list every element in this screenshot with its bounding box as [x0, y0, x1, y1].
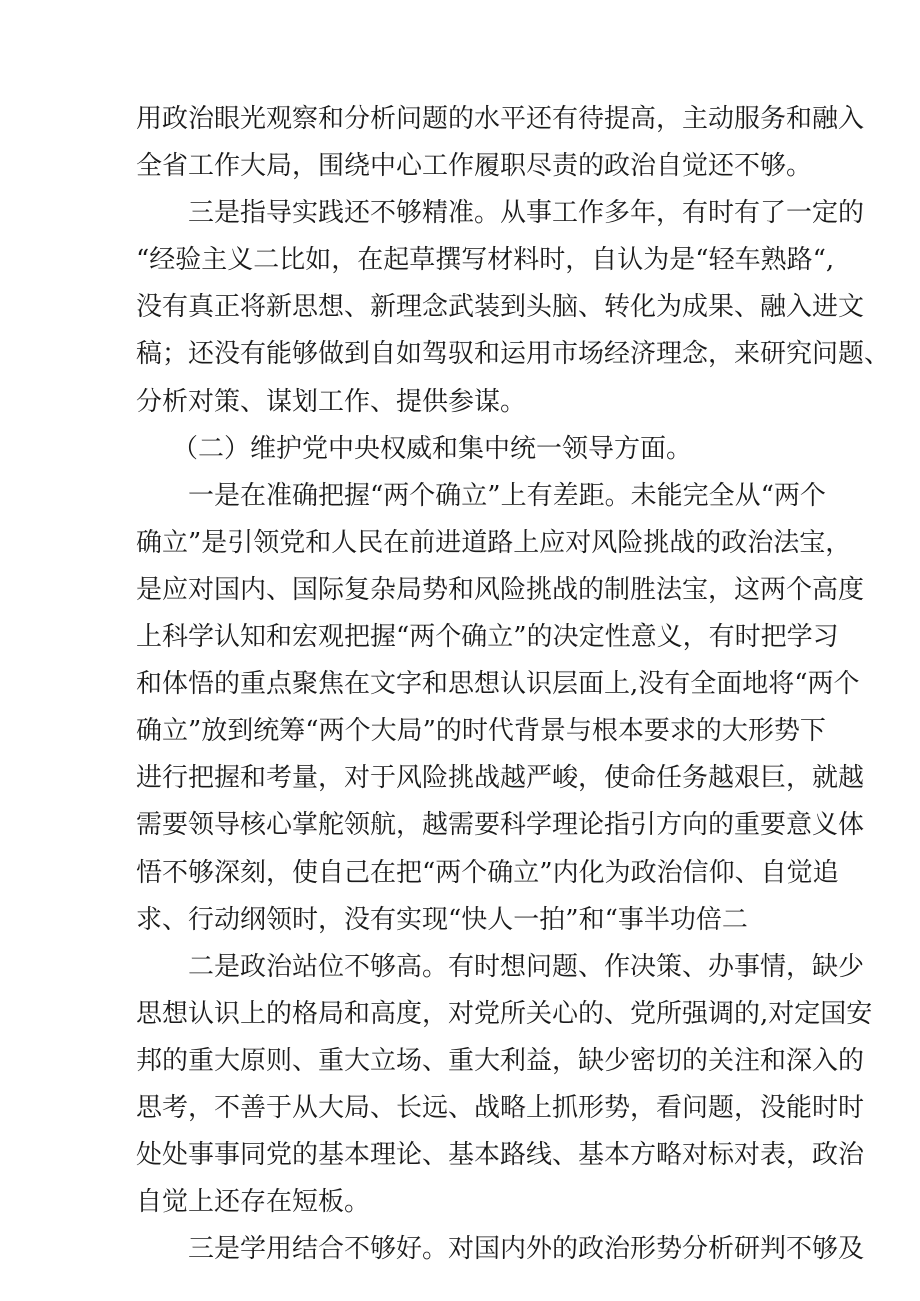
text-line: 需要领导核心掌舵领航，越需要科学理论指引方向的重要意义体 [136, 810, 865, 841]
paragraph-start-line: 三是学用结合不够好。对国内外的政治形势分析研判不够及 [188, 1234, 865, 1265]
text-line: 是应对国内、国际复杂局势和风险挑战的制胜法宝，这两个高度 [136, 574, 865, 605]
text-line: 用政治眼光观察和分析问题的水平还有待提高，主动服务和融入 [136, 104, 865, 134]
paragraph-start-line: 二是政治站位不够高。有时想问题、作决策、办事情，缺少 [188, 951, 865, 982]
text-line: 没有真正将新思想、新理念武装到头脑、转化为成果、融入进文 [136, 292, 865, 323]
body-text [136, 96, 891, 1273]
text-line: 悟不够深刻，使自己在把“两个确立”内化为政治信仰、自觉追 [136, 857, 839, 888]
text-line: “经验主义二比如，在起草撰写材料时，自认为是“轻车熟路“, [136, 245, 835, 276]
text-line: 稿；还没有能够做到自如驾驭和运用市场经济理念，来研究问题、 [136, 339, 891, 370]
text-line: 分析对策、谋划工作、提供参谋。 [136, 386, 527, 417]
text-line: 上科学认知和宏观把握“两个确立”的决定性意义，有时把学习 [136, 622, 839, 653]
text-line: 求、行动纲领时，没有实现“快人一拍”和“事半功倍二 [136, 904, 748, 935]
text-line: 邦的重大原则、重大立场、重大利益，缺少密切的关注和深入的 [136, 1045, 865, 1076]
text-line: 确立”是引领党和人民在前进道路上应对风险挑战的政治法宝， [136, 527, 852, 558]
text-line: 思想认识上的格局和高度，对党所关心的、党所强调的,对定国安 [136, 998, 873, 1029]
paragraph-start-line: 三是指导实践还不够精准。从事工作多年，有时有了一定的 [188, 198, 865, 229]
text-line: 确立”放到统筹“两个大局”的时代背景与根本要求的大形势下 [136, 716, 826, 747]
text-line: 处处事事同党的基本理论、基本路线、基本方略对标对表，政治 [136, 1140, 865, 1171]
text-line: 思考，不善于从大局、长远、战略上抓形势，看问题，没能时时 [136, 1092, 865, 1123]
text-line: 和体悟的重点聚焦在文字和思想认识层面上,没有全面地将“两个 [136, 669, 860, 700]
text-line: 自觉上还存在短板。 [136, 1187, 371, 1218]
text-line: 全省工作大局，围绕中心工作履职尽责的政治自觉还不够。 [136, 151, 813, 182]
paragraph-start-line: 一是在准确把握“两个确立”上有差距。未能完全从“两个 [188, 480, 826, 511]
text-line: 进行把握和考量，对于风险挑战越严峻，使命任务越艰巨，就越 [136, 763, 865, 794]
section-heading: （二）维护党中央权威和集中统一领导方面。 [172, 433, 693, 464]
